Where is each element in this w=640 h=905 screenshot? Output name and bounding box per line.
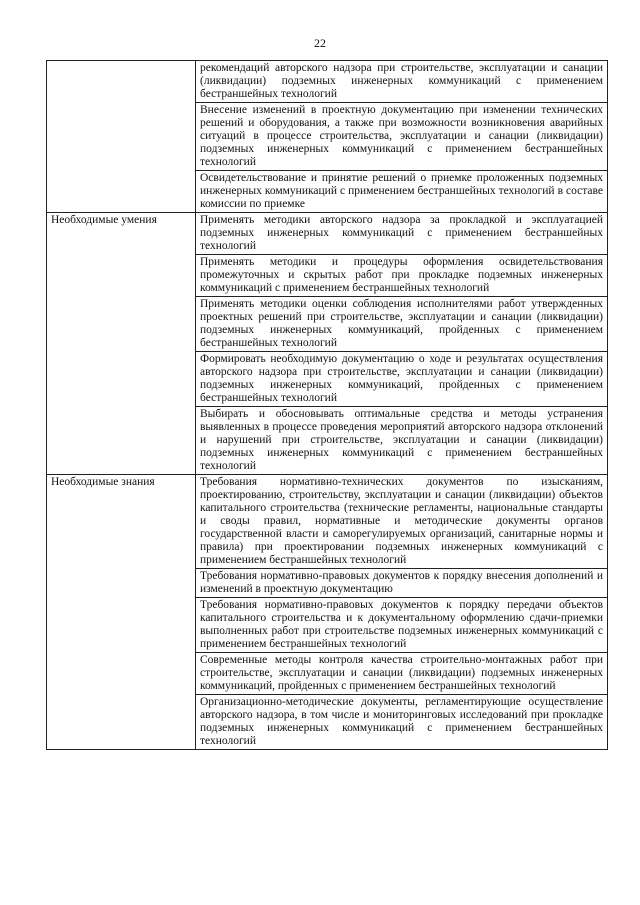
table-row [47, 61, 608, 103]
table-cell-text: Применять методики авторского надзора за прокладкой и эксплуатацией подземных инженерных коммуникаций с применением бестраншейных технологий [196, 213, 608, 255]
table-cell-text: Формировать необходимую документацию о ходе и результатах осуществления авторского надзора при строительстве, эксплуатации и санации (ликвидации) подземных инженерных коммуникаций, пройденных с применением бестраншейных технологий [196, 352, 608, 407]
table-cell-text: Освидетельствование и принятие решений о приемке проложенных подземных инженерных коммуникаций с применением бестраншейных технологий в составе комиссии по приемке [196, 171, 608, 213]
row-label-skills: Необходимые умения [47, 213, 196, 475]
table-row [47, 475, 608, 569]
page-number: 22 [314, 36, 326, 50]
table-cell-text: Внесение изменений в проектную документацию при изменении технических решений и оборудования, а также при возможности возникновения аварийных ситуаций в процессе строительства, эксплуатации и санации (ликвидации) подземных инженерных коммуникаций с применением бестраншейных технологий [196, 103, 608, 171]
row-label-knowledge: Необходимые знания [47, 475, 196, 750]
row-label [47, 61, 196, 213]
competency-table [46, 60, 608, 750]
table-cell-text: рекомендаций авторского надзора при строительстве, эксплуатации и санации (ликвидации) подземных инженерных коммуникаций с применением бестраншейных технологий [196, 61, 608, 103]
table-cell-text: Организационно-методические документы, регламентирующие осуществление авторского надзора, в том числе и мониторинговых исследований при прокладке подземных инженерных коммуникаций с применением бестраншейных технологий [196, 695, 608, 750]
table-row [47, 213, 608, 255]
table-cell-text: Требования нормативно-правовых документов к порядку передачи объектов капитального строительства и к документальному оформлению сдачи-приемки выполненных работ при строительстве подземных инженерных коммуникаций с применением бестраншейных технологий [196, 598, 608, 653]
table-cell-text: Требования нормативно-правовых документов к порядку внесения дополнений и изменений в проектную документацию [196, 569, 608, 598]
table-cell-text: Применять методики оценки соблюдения исполнителями работ утвержденных проектных решений при строительстве, эксплуатации и санации (ликвидации) подземных инженерных коммуникаций, пройденных с применением бестраншейных технологий [196, 297, 608, 352]
table-cell-text: Применять методики и процедуры оформления освидетельствования промежуточных и скрытых работ при прокладке подземных инженерных коммуникаций с применением бестраншейных технологий [196, 255, 608, 297]
table-cell-text: Выбирать и обосновывать оптимальные средства и методы устранения выявленных в процессе проведения мероприятий авторского надзора отклонений и нарушений при строительстве, эксплуатации и санации (ликвидации) подземных инженерных коммуникаций с применением бестраншейных технологий [196, 407, 608, 475]
table-cell-text: Современные методы контроля качества строительно-монтажных работ при строительстве, эксплуатации и санации (ликвидации) подземных инженерных коммуникаций, пройденных с применением бестраншейных технологий [196, 653, 608, 695]
table-cell-text: Требования нормативно-технических документов по изысканиям, проектированию, строительству, эксплуатации и санации (ликвидации) объектов капитального строительства (технические регламенты, национальные стандарты и своды правил, нормативные и методические документы органов государственной власти и саморегулируемых организаций, санитарные нормы и правила) при проектировании подземных инженерных коммуникаций с применением бестраншейных технологий [196, 475, 608, 569]
